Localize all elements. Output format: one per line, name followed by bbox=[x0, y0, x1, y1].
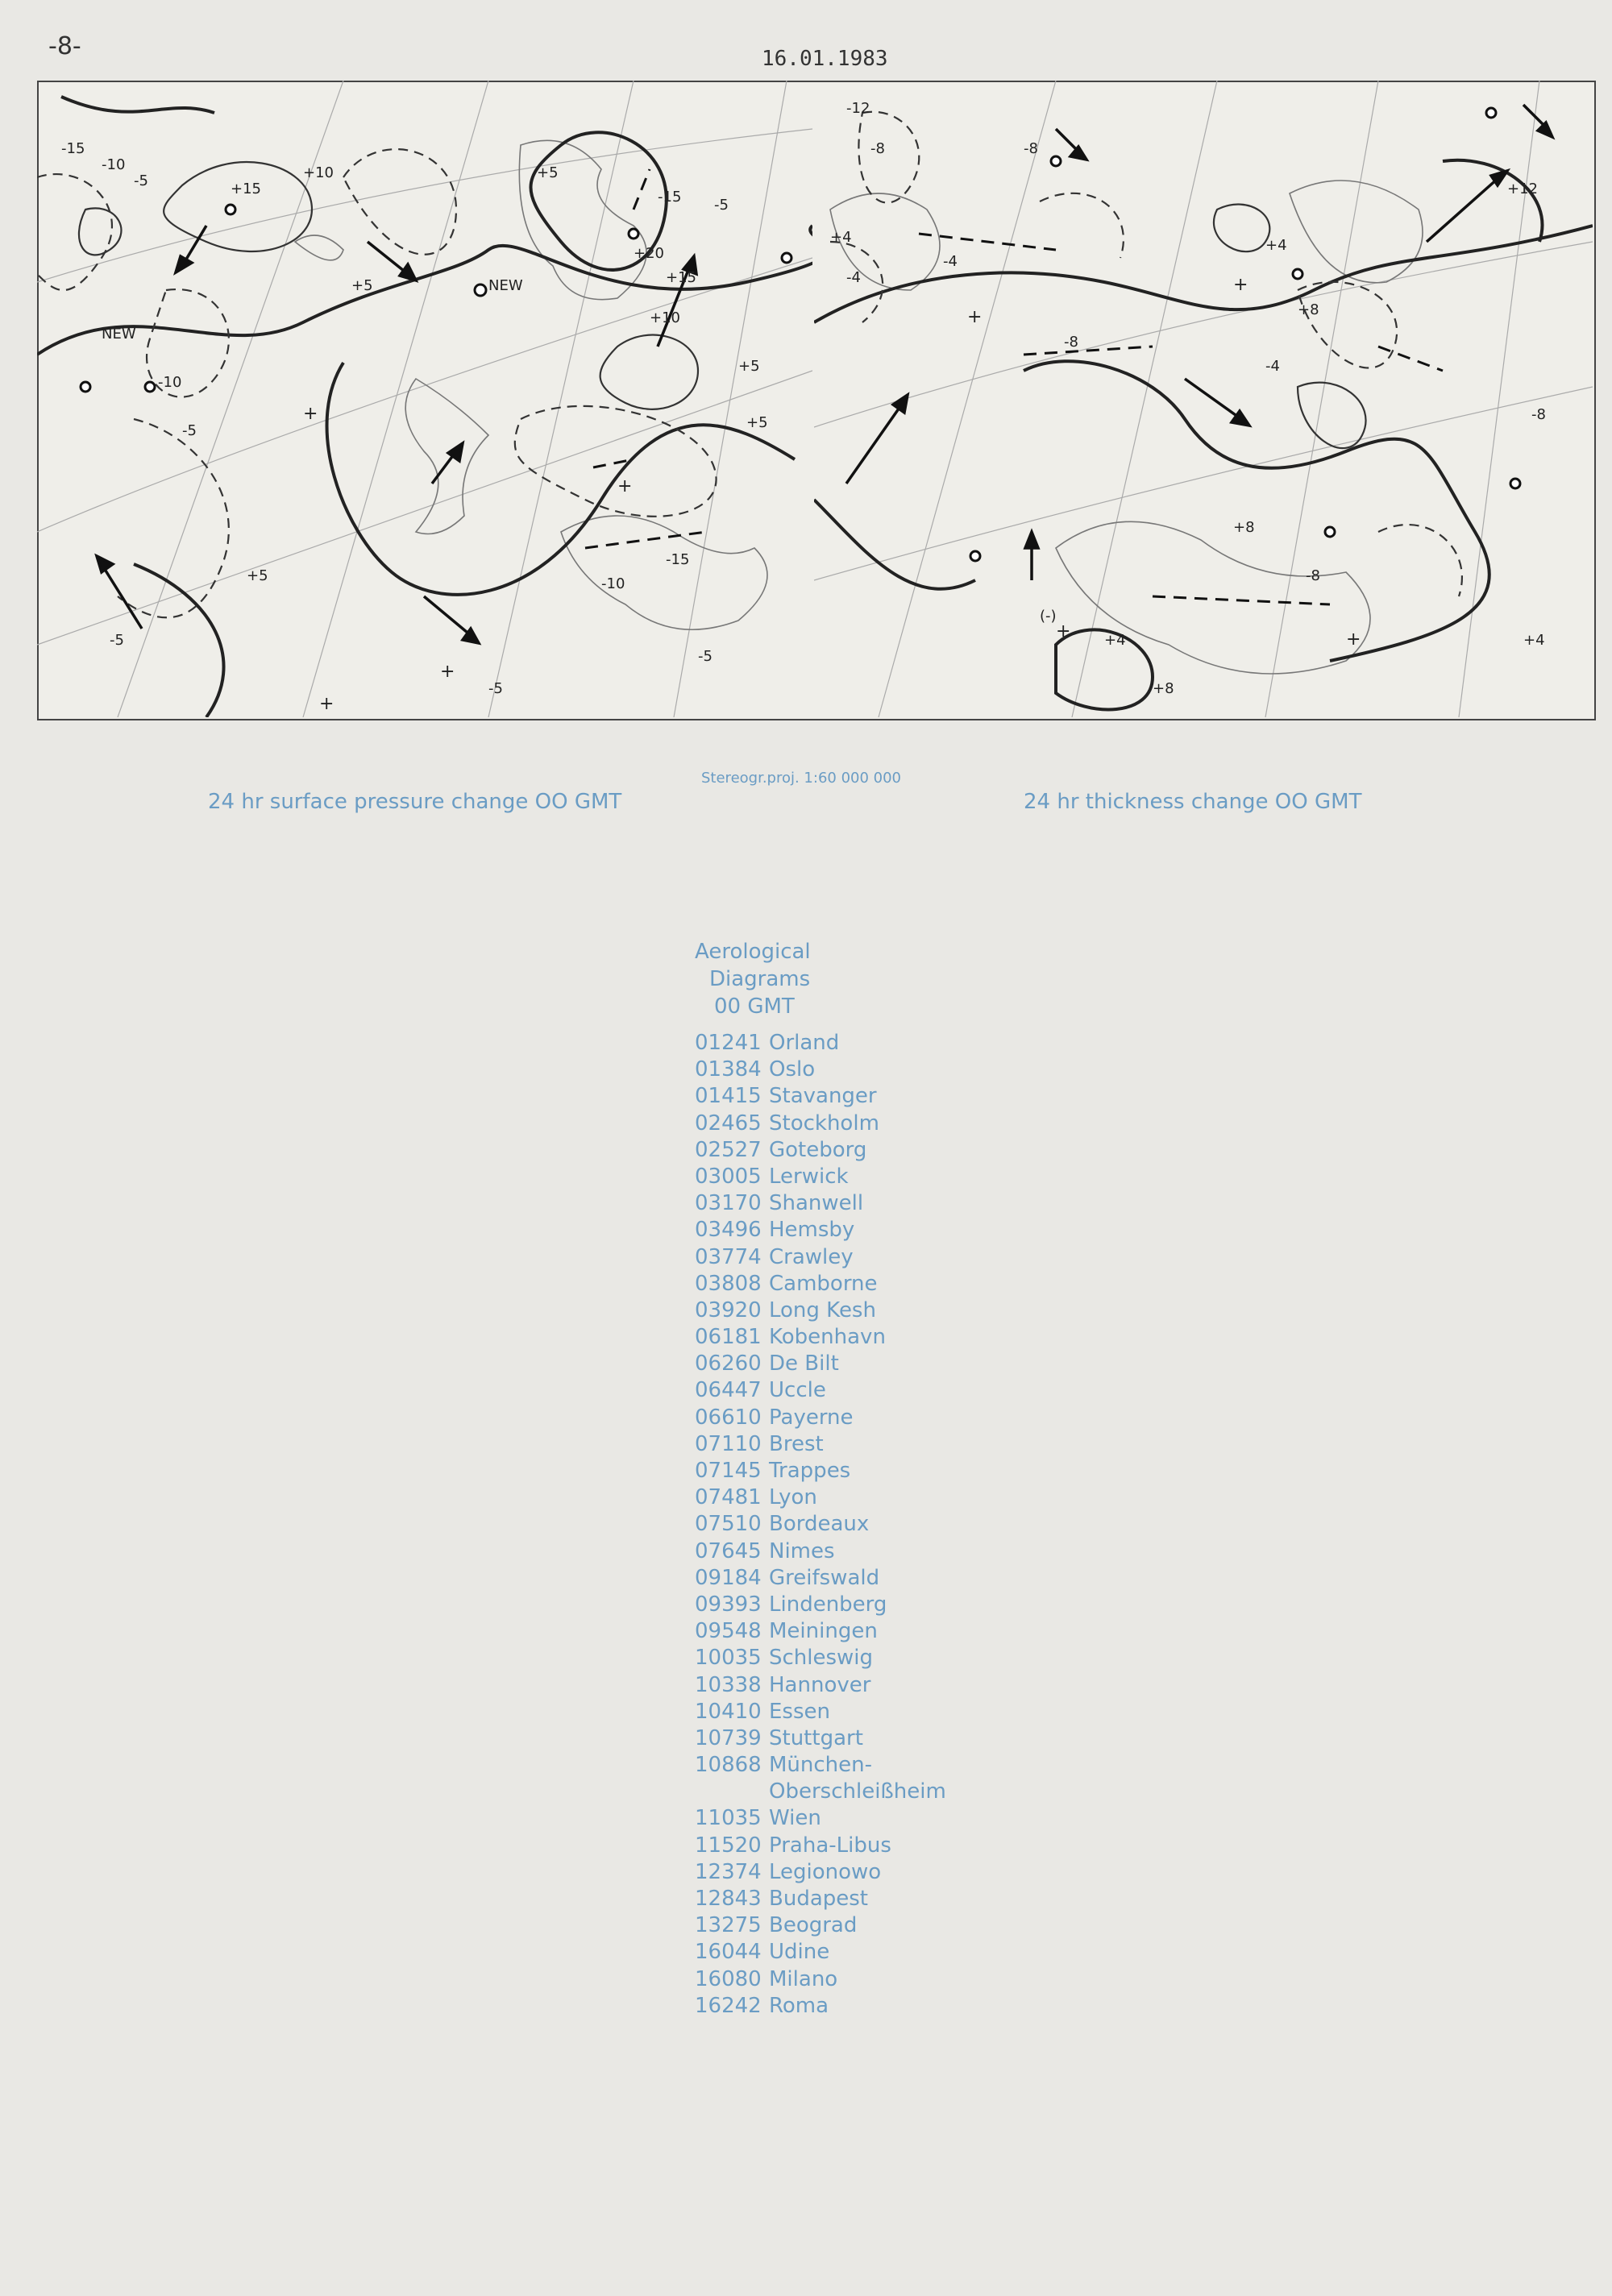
station-code: 10338 bbox=[695, 1672, 762, 1697]
station-name: Schleswig bbox=[769, 1646, 874, 1671]
station-item bbox=[695, 1939, 961, 1966]
station-name: Stuttgart bbox=[769, 1725, 863, 1750]
station-code: 01415 bbox=[695, 1084, 762, 1109]
svg-text:+5: +5 bbox=[247, 567, 268, 584]
station-name: Goteborg bbox=[769, 1137, 867, 1162]
svg-text:-12: -12 bbox=[846, 100, 870, 117]
svg-text:-5: -5 bbox=[110, 632, 124, 649]
svg-text:+8: +8 bbox=[1298, 301, 1319, 318]
station-item bbox=[695, 1405, 961, 1431]
station-code: 09548 bbox=[695, 1619, 762, 1644]
svg-text:+4: +4 bbox=[1265, 237, 1287, 254]
station-item bbox=[695, 1565, 961, 1592]
station-code: 16080 bbox=[695, 1966, 762, 1991]
surface-pressure-change-map bbox=[37, 81, 812, 717]
svg-text:+4: +4 bbox=[1104, 632, 1126, 649]
station-name: Hemsby bbox=[769, 1218, 855, 1243]
station-item bbox=[695, 1511, 961, 1538]
projection-label: Stereogr.proj. 1:60 000 000 bbox=[701, 770, 902, 787]
station-code: 09393 bbox=[695, 1592, 762, 1617]
station-item bbox=[695, 1859, 961, 1886]
svg-text:-8: -8 bbox=[1306, 567, 1320, 584]
station-item bbox=[695, 1618, 961, 1645]
svg-text:+8: +8 bbox=[1233, 519, 1255, 536]
svg-text:-8: -8 bbox=[1024, 140, 1038, 157]
station-code: 01241 bbox=[695, 1031, 762, 1055]
station-name: Shanwell bbox=[769, 1191, 864, 1216]
station-code: 06260 bbox=[695, 1351, 762, 1376]
svg-text:+10: +10 bbox=[650, 309, 680, 326]
station-item bbox=[695, 1458, 961, 1484]
svg-text:-5: -5 bbox=[488, 680, 503, 697]
station-item bbox=[695, 1886, 961, 1912]
station-name: Long Kesh bbox=[769, 1297, 876, 1322]
station-name: Kobenhavn bbox=[769, 1325, 886, 1350]
svg-text:NEW: NEW bbox=[488, 277, 523, 294]
station-code: 13275 bbox=[695, 1913, 762, 1938]
station-item bbox=[695, 1083, 961, 1110]
station-code: 03808 bbox=[695, 1271, 762, 1296]
station-name: Stockholm bbox=[769, 1111, 879, 1136]
svg-text:+: + bbox=[1056, 621, 1071, 641]
thickness-caption: 24 hr thickness change OO GMT bbox=[1024, 790, 1362, 814]
station-item bbox=[695, 1111, 961, 1137]
station-item bbox=[695, 1431, 961, 1458]
station-code: 07481 bbox=[695, 1485, 762, 1510]
station-code bbox=[695, 1779, 769, 1805]
station-code: 09184 bbox=[695, 1565, 762, 1590]
station-name: Meiningen bbox=[769, 1619, 878, 1644]
station-code: 03920 bbox=[695, 1297, 762, 1322]
station-name: Praha-Libus bbox=[769, 1833, 891, 1858]
svg-text:+10: +10 bbox=[303, 164, 334, 181]
svg-text:-8: -8 bbox=[870, 140, 885, 157]
station-name: Uccle bbox=[769, 1378, 826, 1403]
station-item bbox=[695, 1244, 961, 1271]
station-item bbox=[695, 1297, 961, 1324]
svg-text:-5: -5 bbox=[134, 172, 148, 189]
svg-text:-5: -5 bbox=[698, 648, 713, 665]
svg-text:-4: -4 bbox=[943, 253, 958, 270]
station-name: Payerne bbox=[769, 1405, 854, 1430]
svg-text:+4: +4 bbox=[1523, 632, 1545, 649]
svg-text:+: + bbox=[440, 662, 455, 682]
station-name: Budapest bbox=[769, 1887, 868, 1911]
station-code: 07110 bbox=[695, 1431, 762, 1456]
station-item bbox=[695, 1271, 961, 1297]
svg-text:-10: -10 bbox=[102, 156, 126, 173]
station-code: 07645 bbox=[695, 1538, 762, 1563]
station-item bbox=[695, 1725, 961, 1752]
aerological-title-line2: Diagrams bbox=[709, 967, 811, 991]
station-item bbox=[695, 1966, 961, 1993]
svg-text:+: + bbox=[319, 694, 334, 714]
station-name: Stavanger bbox=[769, 1084, 877, 1109]
svg-text:(-): (-) bbox=[1040, 608, 1057, 625]
station-item bbox=[695, 1833, 961, 1859]
page-number: -8- bbox=[48, 32, 81, 60]
station-name: Lindenberg bbox=[769, 1592, 887, 1617]
svg-text:-15: -15 bbox=[61, 140, 85, 157]
surface-pressure-caption: 24 hr surface pressure change OO GMT bbox=[208, 790, 622, 814]
svg-text:-8: -8 bbox=[1531, 406, 1546, 423]
station-item bbox=[695, 1324, 961, 1351]
svg-text:+: + bbox=[967, 307, 983, 327]
station-item bbox=[695, 1217, 961, 1243]
station-code: 06181 bbox=[695, 1325, 762, 1350]
station-name: Camborne bbox=[769, 1271, 878, 1296]
thickness-change-map bbox=[814, 81, 1593, 717]
station-item bbox=[695, 1699, 961, 1725]
station-code: 07510 bbox=[695, 1512, 762, 1537]
station-code: 03005 bbox=[695, 1164, 762, 1189]
station-name: Crawley bbox=[769, 1244, 854, 1269]
station-name: Legionowo bbox=[769, 1859, 882, 1884]
station-name: Orland bbox=[769, 1031, 840, 1055]
station-name: München- bbox=[769, 1753, 873, 1778]
svg-text:+4: +4 bbox=[830, 229, 852, 246]
svg-text:NEW: NEW bbox=[102, 326, 136, 343]
svg-text:+8: +8 bbox=[1153, 680, 1174, 697]
svg-text:+5: +5 bbox=[351, 277, 373, 294]
svg-text:-15: -15 bbox=[658, 189, 682, 206]
station-code: 02465 bbox=[695, 1111, 762, 1136]
station-code: 10868 bbox=[695, 1753, 762, 1778]
station-code: 10739 bbox=[695, 1725, 762, 1750]
station-name: Oberschleißheim bbox=[769, 1779, 946, 1804]
svg-text:+15: +15 bbox=[231, 181, 261, 197]
station-item bbox=[695, 1190, 961, 1217]
station-code: 10410 bbox=[695, 1699, 762, 1724]
aerological-title-line3: 00 GMT bbox=[714, 994, 795, 1019]
station-code: 10035 bbox=[695, 1646, 762, 1671]
svg-text:-5: -5 bbox=[182, 422, 197, 439]
station-name: Lyon bbox=[769, 1485, 817, 1510]
station-item bbox=[695, 1164, 961, 1190]
svg-text:+: + bbox=[617, 476, 633, 496]
svg-text:+5: +5 bbox=[746, 414, 768, 431]
svg-text:-15: -15 bbox=[666, 551, 690, 568]
station-code: 07145 bbox=[695, 1459, 762, 1483]
station-item bbox=[695, 1377, 961, 1404]
station-name: Bordeaux bbox=[769, 1512, 870, 1537]
svg-text:+5: +5 bbox=[738, 358, 760, 375]
station-code: 16044 bbox=[695, 1940, 762, 1965]
station-item bbox=[695, 1030, 961, 1057]
svg-text:-5: -5 bbox=[714, 197, 729, 214]
svg-text:-10: -10 bbox=[601, 575, 625, 592]
station-code: 12843 bbox=[695, 1887, 762, 1911]
station-item bbox=[695, 1912, 961, 1939]
page-date: 16.01.1983 bbox=[762, 47, 888, 71]
station-code: 02527 bbox=[695, 1137, 762, 1162]
station-code: 03170 bbox=[695, 1191, 762, 1216]
svg-text:-10: -10 bbox=[158, 374, 182, 391]
station-code: 16242 bbox=[695, 1993, 762, 2018]
svg-text:+: + bbox=[1346, 629, 1361, 650]
station-name: Udine bbox=[769, 1940, 830, 1965]
station-name: Brest bbox=[769, 1431, 824, 1456]
station-name: Beograd bbox=[769, 1913, 858, 1938]
svg-text:+5: +5 bbox=[537, 164, 559, 181]
aerological-title bbox=[695, 938, 937, 1020]
station-code: 01384 bbox=[695, 1057, 762, 1082]
svg-text:+: + bbox=[303, 404, 318, 424]
station-name: Hannover bbox=[769, 1672, 871, 1697]
aerological-title-line1: Aerological bbox=[695, 940, 811, 964]
station-code: 12374 bbox=[695, 1859, 762, 1884]
station-item bbox=[695, 1672, 961, 1699]
station-item bbox=[695, 1779, 961, 1805]
station-code: 11035 bbox=[695, 1806, 762, 1831]
station-code: 03774 bbox=[695, 1244, 762, 1269]
station-item bbox=[695, 1805, 961, 1832]
station-name: Trappes bbox=[769, 1459, 851, 1483]
station-item bbox=[695, 1484, 961, 1511]
station-code: 03496 bbox=[695, 1218, 762, 1243]
station-name: Oslo bbox=[769, 1057, 816, 1082]
station-name: Milano bbox=[769, 1966, 838, 1991]
svg-text:+: + bbox=[1233, 275, 1248, 295]
station-name: Nimes bbox=[769, 1538, 835, 1563]
station-name: Roma bbox=[769, 1993, 829, 2018]
station-item bbox=[695, 1137, 961, 1164]
svg-text:-4: -4 bbox=[846, 269, 861, 286]
svg-text:-8: -8 bbox=[1064, 334, 1078, 351]
station-list bbox=[695, 1030, 961, 2020]
station-item bbox=[695, 1592, 961, 1618]
station-code: 11520 bbox=[695, 1833, 762, 1858]
station-name: De Bilt bbox=[769, 1351, 839, 1376]
station-item bbox=[695, 1057, 961, 1083]
station-item bbox=[695, 1645, 961, 1671]
station-item bbox=[695, 1993, 961, 2020]
station-item bbox=[695, 1538, 961, 1565]
station-code: 06610 bbox=[695, 1405, 762, 1430]
station-item bbox=[695, 1351, 961, 1377]
svg-text:+20: +20 bbox=[634, 245, 664, 262]
station-item bbox=[695, 1752, 961, 1779]
svg-text:-4: -4 bbox=[1265, 358, 1280, 375]
station-name: Wien bbox=[769, 1806, 821, 1831]
station-code: 06447 bbox=[695, 1378, 762, 1403]
svg-text:+12: +12 bbox=[1507, 181, 1538, 197]
station-name: Lerwick bbox=[769, 1164, 849, 1189]
station-name: Greifswald bbox=[769, 1565, 880, 1590]
station-name: Essen bbox=[769, 1699, 830, 1724]
svg-text:+15: +15 bbox=[666, 269, 696, 286]
